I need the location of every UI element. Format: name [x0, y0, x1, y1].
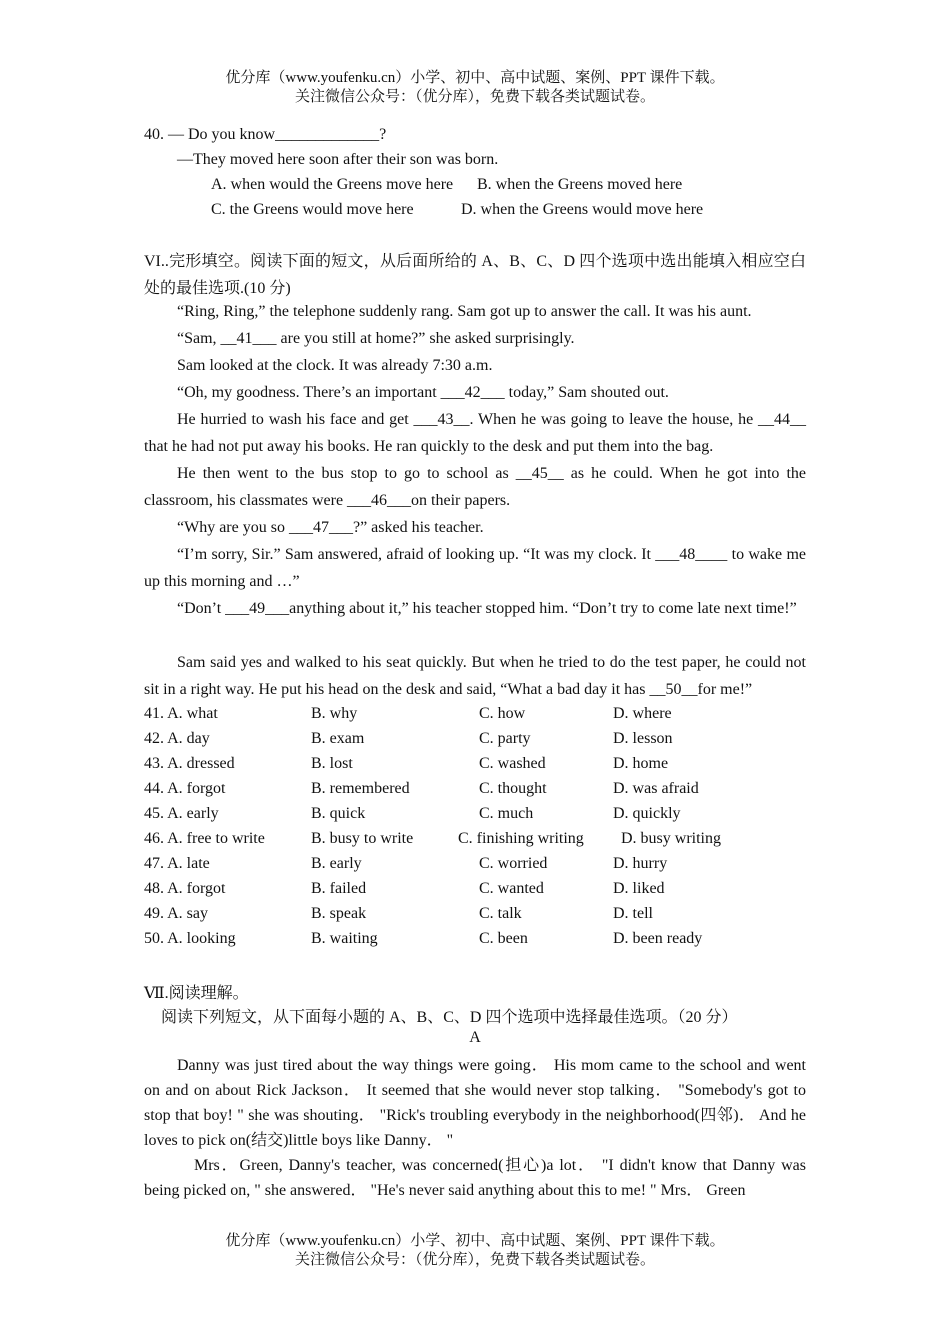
option-b: B. early	[311, 855, 362, 872]
option-b: B. speak	[311, 905, 367, 922]
option-c: C. wanted	[479, 880, 544, 897]
option-a: 44. A. forgot	[144, 780, 226, 797]
option-row	[144, 880, 806, 905]
cloze-paragraph: Sam looked at the clock. It was already 7:30 a.m.	[177, 357, 493, 374]
option-c: C. worried	[479, 855, 548, 872]
header-line-2: 关注微信公众号：（优分库），免费下载各类试题试卷。	[294, 89, 655, 105]
option-row	[144, 830, 806, 855]
option-c: C. been	[479, 930, 528, 947]
option-c: C. thought	[479, 780, 547, 797]
option-c: C. much	[479, 805, 534, 822]
option-d: D. was afraid	[613, 780, 699, 797]
option-d: D. lesson	[613, 730, 673, 747]
option-d: D. been ready	[613, 930, 703, 947]
option-a: 48. A. forgot	[144, 880, 226, 897]
option-b: B. failed	[311, 880, 367, 897]
cloze-paragraph: He hurried to wash his face and get ___43__. When he was going to leave the house, he __44__ that he had not put away his books. He ran quickly to the desk and put them into the bag.	[144, 411, 806, 455]
option-row	[144, 805, 806, 830]
option-d: D. home	[613, 755, 669, 772]
option-a: 46. A. free to write	[144, 830, 265, 847]
option-d: D. liked	[613, 880, 665, 897]
option-c: C. party	[479, 730, 531, 747]
option-d: D. where	[613, 705, 672, 722]
cloze-paragraph: “Oh, my goodness. There’s an important ___42___ today,” Sam shouted out.	[177, 384, 669, 401]
cloze-paragraph: “Don’t ___49___anything about it,” his teacher stopped him. “Don’t try to come late next time!”	[177, 600, 797, 617]
question-40-option-b: B. when the Greens moved here	[477, 176, 683, 193]
reading-heading: Ⅶ.阅读理解。	[144, 985, 249, 1002]
option-row	[144, 905, 806, 930]
reading-paragraph: Danny was just tired about the way things were going． His mom came to the school and went on and on about Rick Jackson． It seemed that she would never stop talking． "Somebody's got to stop that boy! " she was shouting． "Rick's troubling everybody in the neighborhood(四邻)． And he loves to pick on(结交)little boys like Danny． "	[144, 1057, 806, 1149]
cloze-paragraph: “I’m sorry, Sir.” Sam answered, afraid of looking up. “It was my clock. It ___48____ to wake me up this morning and …”	[144, 546, 806, 590]
option-b: B. why	[311, 705, 358, 722]
option-a: 47. A. late	[144, 855, 210, 872]
question-40-option-d: D. when the Greens would move here	[461, 201, 704, 218]
question-40-option-c: C. the Greens would move here	[211, 201, 414, 218]
option-d: D. busy writing	[621, 830, 721, 847]
option-a: 45. A. early	[144, 805, 219, 822]
footer-line-1: 优分库（www.youfenku.cn）小学、初中、高中试题、案例、PPT 课件下载。	[225, 1233, 725, 1249]
option-row	[144, 705, 806, 730]
cloze-paragraph: Sam said yes and walked to his seat quickly. But when he tried to do the test paper, he could not sit in a right way. He put his head on the desk and said, “What a bad day it has __50__for me!”	[144, 654, 806, 698]
footer-line-2: 关注微信公众号：（优分库），免费下载各类试题试卷。	[294, 1252, 655, 1268]
option-row	[144, 855, 806, 880]
option-c: C. washed	[479, 755, 546, 772]
question-40-reply: —They moved here soon after their son was born.	[177, 151, 499, 168]
option-a: 42. A. day	[144, 730, 210, 747]
option-b: B. waiting	[311, 930, 378, 947]
option-b: B. exam	[311, 730, 365, 747]
cloze-paragraph: “Why are you so ___47___?” asked his teacher.	[177, 519, 484, 536]
option-row	[144, 755, 806, 780]
option-row	[144, 730, 806, 755]
option-b: B. remembered	[311, 780, 410, 797]
passage-label: A	[469, 1029, 481, 1046]
cloze-paragraph: “Ring, Ring,” the telephone suddenly rang. Sam got up to answer the call. It was his aunt.	[177, 303, 752, 320]
option-c: C. how	[479, 705, 526, 722]
option-d: D. quickly	[613, 805, 681, 822]
option-c: C. finishing writing	[458, 830, 584, 847]
option-c: C. talk	[479, 905, 522, 922]
option-row	[144, 930, 806, 955]
question-40-stem: 40. — Do you know_____________?	[144, 126, 387, 143]
cloze-instruction: VI..完形填空。阅读下面的短文，从后面所给的 A、B、C、D 四个选项中选出能填入相应空白处的最佳选项.(10 分)	[144, 253, 806, 297]
option-a: 43. A. dressed	[144, 755, 235, 772]
option-a: 49. A. say	[144, 905, 208, 922]
header-line-1: 优分库（www.youfenku.cn）小学、初中、高中试题、案例、PPT 课件下载。	[225, 70, 725, 86]
question-40-option-a: A. when would the Greens move here	[211, 176, 454, 193]
cloze-paragraph: He then went to the bus stop to go to school as __45__ as he could. When he got into the classroom, his classmates were ___46___on their papers.	[144, 465, 806, 509]
option-b: B. lost	[311, 755, 353, 772]
option-b: B. busy to write	[311, 830, 414, 847]
option-row	[144, 780, 806, 805]
reading-paragraph: Mrs．Green, Danny's teacher, was concerned(担心)a lot． "I didn't know that Danny was being picked on, " she answered． "He's never said anything about this to me! " Mrs． Green	[144, 1157, 806, 1199]
reading-instruction: 阅读下列短文，从下面每小题的 A、B、C、D 四个选项中选择最佳选项。（20 分）	[161, 1009, 738, 1026]
option-a: 50. A. looking	[144, 930, 236, 947]
option-d: D. tell	[613, 905, 653, 922]
cloze-paragraph: “Sam, __41___ are you still at home?” she asked surprisingly.	[177, 330, 575, 347]
option-b: B. quick	[311, 805, 366, 822]
option-d: D. hurry	[613, 855, 668, 872]
option-a: 41. A. what	[144, 705, 218, 722]
